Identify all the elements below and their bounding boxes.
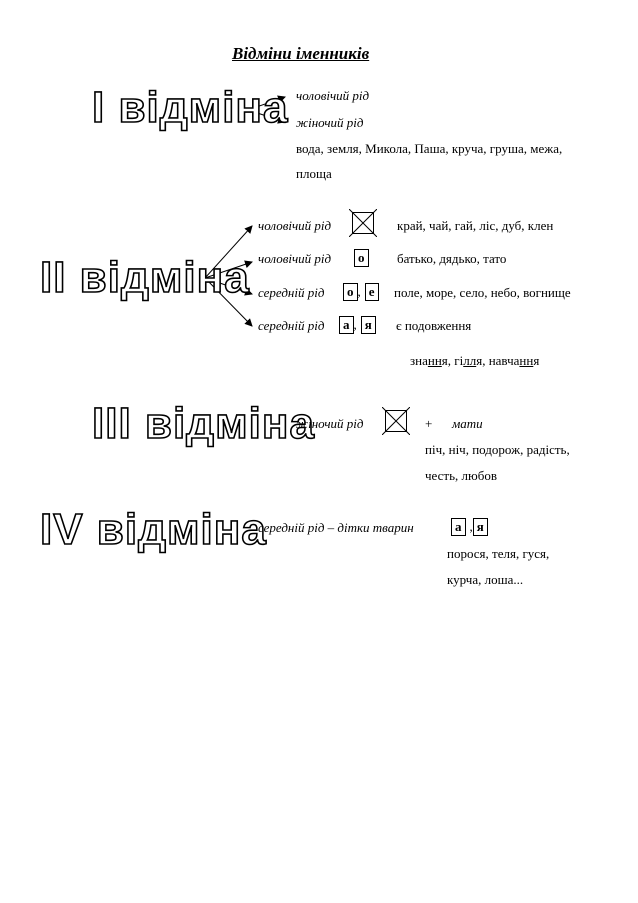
d1-gender-masculine: чоловічий рід bbox=[296, 88, 370, 103]
d2-row3-ending-boxes bbox=[343, 283, 379, 301]
d2-row1-label: чоловічий рід bbox=[258, 218, 332, 233]
declension-4-heading: IV відміна bbox=[40, 505, 267, 554]
word-part: я, навча bbox=[476, 353, 520, 368]
crossed-box-icon bbox=[352, 212, 374, 234]
ending-a: а bbox=[339, 316, 354, 334]
d4-label: середній рід – дітки тварин bbox=[258, 520, 414, 535]
d3-examples-line2: честь, любов bbox=[425, 468, 497, 483]
comma: , bbox=[353, 317, 357, 332]
d3-mati: мати bbox=[452, 416, 483, 431]
d2-row2-ending-box bbox=[354, 249, 369, 267]
d3-gender-label: жіночий рід bbox=[296, 416, 364, 431]
d1-examples-line1: вода, земля, Микола, Паша, круча, груша, межа, bbox=[296, 141, 563, 156]
word-part: я bbox=[533, 353, 540, 368]
d3-examples-line1: піч, ніч, подорож, радість, bbox=[425, 442, 570, 457]
ending-e: е bbox=[365, 283, 379, 301]
word-part: я, гі bbox=[441, 353, 464, 368]
ending-o: о bbox=[354, 249, 369, 267]
plus-sign: + bbox=[425, 416, 433, 431]
d2-row1-examples: край, чай, гай, ліс, дуб, клен bbox=[397, 218, 554, 233]
ending-ya: я bbox=[361, 316, 376, 334]
declension-3-heading: III відміна bbox=[92, 399, 315, 448]
d2-row2-label: чоловічий рід bbox=[258, 251, 332, 266]
d4-examples-line1: порося, теля, гуся, bbox=[447, 546, 550, 561]
ending-o: о bbox=[343, 283, 358, 301]
d1-gender-feminine: жіночий рід bbox=[296, 115, 364, 130]
ending-ya: я bbox=[473, 518, 488, 536]
ending-a: а bbox=[451, 518, 466, 536]
crossed-box-icon bbox=[385, 410, 407, 432]
d4-ending-boxes bbox=[451, 518, 488, 536]
word-part: зна bbox=[410, 353, 428, 368]
d1-examples-line2: площа bbox=[296, 166, 332, 181]
d2-row4-label: середній рід bbox=[258, 318, 325, 333]
comma: , bbox=[357, 284, 361, 299]
d2-row3-examples: поле, море, село, небо, вогнище bbox=[394, 285, 571, 300]
d2-row4-ending-boxes bbox=[339, 316, 376, 334]
d2-row3-label: середній рід bbox=[258, 285, 325, 300]
double-letters: лл bbox=[463, 353, 477, 368]
d2-row5-examples bbox=[410, 353, 539, 369]
declension-1-heading: I відміна bbox=[92, 83, 289, 132]
comma: , bbox=[469, 519, 473, 534]
double-letters: нн bbox=[519, 353, 534, 368]
d2-row4-note: є подовження bbox=[396, 318, 472, 333]
d2-row2-examples: батько, дядько, тато bbox=[397, 251, 507, 266]
double-letters: нн bbox=[427, 353, 442, 368]
declension-2-heading: II відміна bbox=[40, 253, 250, 302]
d4-examples-line2: курча, лоша... bbox=[447, 572, 524, 587]
page-title: Відміни іменників bbox=[232, 44, 370, 63]
